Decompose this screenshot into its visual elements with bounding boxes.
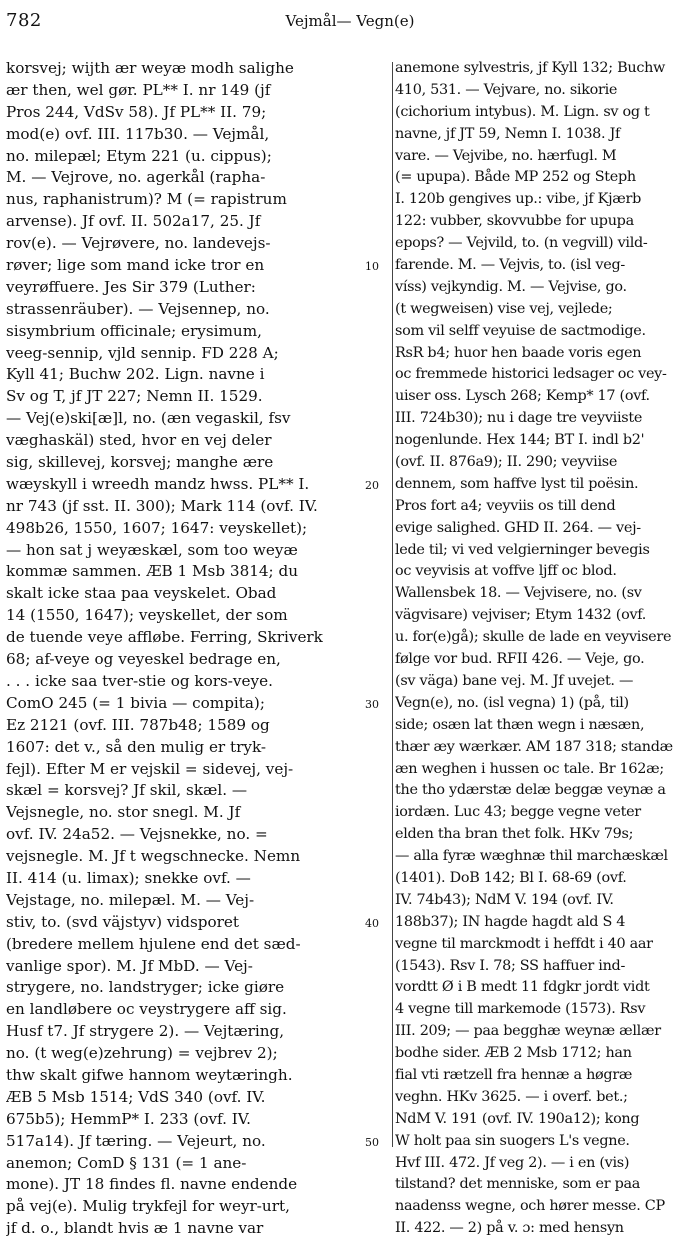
text-line: Ez 2121 (ovf. III. 787b48; 1589 og — [6, 715, 270, 734]
text-line: W holt paa sin suogers L's vegne. — [395, 1132, 630, 1149]
text-line: NdM V. 191 (ovf. IV. 190a12); kong — [395, 1110, 640, 1127]
text-line: ÆB 5 Msb 1514; VdS 340 (ovf. IV. — [6, 1087, 266, 1106]
text-line: skalt icke staa paa veyskelet. Obad — [6, 584, 277, 603]
text-line: 498b26, 1550, 1607; 1647: veyskellet); — [6, 518, 308, 537]
text-line: 517a14). Jf tæring. — Vejeurt, no. — [6, 1131, 266, 1150]
text-line: æn weghen i hussen oc tale. Br 162æ; — [395, 760, 664, 777]
text-line: ær then, wel gør. PL** I. nr 149 (jf — [6, 80, 271, 99]
text-line: 410, 531. — Vejvare, no. sikorie — [395, 81, 618, 98]
text-line: en landløbere oc veystrygere aff sig. — [6, 1000, 287, 1019]
text-line: bodhe sider. ÆB 2 Msb 1712; han — [395, 1045, 632, 1062]
text-line: — hon sat j weyæskæl, som too weyæ — [6, 540, 298, 559]
text-line: (t wegweisen) vise vej, vejlede; — [395, 300, 613, 317]
text-line: wæyskyll i wreedh mandz hwss. PL** I. — [6, 474, 310, 493]
text-line: III. 724b30); nu i dage tre veyviiste — [395, 410, 643, 427]
line-number-marker: 10 — [365, 260, 379, 274]
text-line: de tuende veye affløbe. Ferring, Skriverk — [6, 628, 323, 647]
text-line: thær æy wærkær. AM 187 318; standæ — [395, 738, 673, 755]
text-line: på vej(e). Mulig trykfejl for weyr-urt, — [6, 1197, 290, 1216]
text-line: korsvej; wijth ær weyæ modh salighe — [6, 59, 294, 77]
text-line: navne, jf JT 59, Nemn I. 1038. Jf — [395, 125, 621, 142]
text-line: Pros 244, VdSv 58). Jf PL** II. 79; — [6, 102, 267, 121]
text-line: (1543). Rsv I. 78; SS haffuer ind- — [395, 957, 626, 974]
text-line: dennem, som haffve lyst til poësin. — [395, 475, 639, 492]
text-line: vegne til marckmodt i heffdt i 40 aar — [395, 935, 653, 952]
text-line: mod(e) ovf. III. 117b30. — Vejmål, — [6, 124, 270, 143]
text-line: arvense). Jf ovf. II. 502a17, 25. Jf — [6, 212, 261, 231]
text-line: — Vej(e)ski[æ]l, no. (æn vegaskil, fsv — [6, 409, 291, 428]
text-line: lede til; vi ved velgierninger bevegis — [395, 541, 650, 558]
text-line: som vil selff veyuise de sactmodige. — [395, 322, 646, 339]
text-line: (bredere mellem hjulene end det sæd- — [6, 934, 301, 953]
text-line: strygere, no. landstryger; icke giøre — [6, 978, 285, 997]
text-line: 122: vubber, skovvubbe for upupa — [395, 213, 634, 230]
text-line: uiser oss. Lysch 268; Kemp* 17 (ovf. — [395, 388, 650, 405]
text-line: epops? — Vejvild, to. (n vegvill) vild- — [395, 235, 648, 252]
line-number-marker: 20 — [365, 479, 379, 493]
text-line: Vejsnegle, no. stor snegl. M. Jf — [6, 803, 241, 822]
text-line: (= upupa). Både MP 252 og Steph — [395, 169, 636, 186]
text-line: . . . icke saa tver-stie og kors-veye. — [6, 671, 273, 690]
text-line: sisymbrium officinale; erysimum, — [6, 321, 262, 340]
text-line: Sv og T, jf JT 227; Nemn II. 1529. — [6, 387, 263, 406]
text-line: (cichorium intybus). M. Lign. sv og t — [395, 103, 650, 120]
text-line: 675b5); HemmP* I. 233 (ovf. IV. — [6, 1109, 251, 1128]
text-line: farende. M. — Vejvis, to. (isl veg- — [395, 257, 625, 274]
text-line: Hvf III. 472. Jf veg 2). — i en (vis) — [395, 1154, 630, 1171]
text-line: (sv väga) bane vej. M. Jf uvejet. — — [395, 672, 634, 689]
left-column — [6, 58, 351, 1240]
text-line: RsR b4; huor hen baade voris egen — [395, 344, 642, 361]
text-line: stiv, to. (svd väjstyv) vidsporet — [6, 912, 239, 931]
text-line: vägvisare) vejviser; Etym 1432 (ovf. — [395, 607, 647, 624]
text-line: — alla fyræ wæghnæ thil marchæskæl — [395, 848, 668, 865]
text-line: Vejstage, no. milepæl. M. — Vej- — [6, 890, 255, 909]
text-line: jf d. o., blandt hvis æ 1 navne var — [6, 1219, 264, 1238]
text-line: nogenlunde. Hex 144; BT I. indl b2' — [395, 432, 645, 449]
text-line: Kyll 41; Buchw 202. Lign. navne i — [6, 365, 265, 384]
text-line: følge vor bud. RFII 426. — Veje, go. — [395, 651, 645, 668]
page-number: 782 — [6, 10, 42, 31]
line-number-marker: 50 — [365, 1136, 379, 1150]
text-line: 1607: det v., så den mulig er tryk- — [6, 737, 267, 756]
text-line: vanlige spor). M. Jf MbD. — Vej- — [6, 956, 253, 975]
text-line: u. for(e)gå); skulle de lade en veyvisere — [395, 629, 672, 646]
text-line: no. (t weg(e)zehrung) = vejbrev 2); — [6, 1044, 278, 1063]
text-line: víss) vejkyndig. M. — Vejvise, go. — [395, 278, 627, 295]
text-line: vordtt Ø i B medt 11 fdgkr jordt vidt — [395, 979, 650, 996]
text-line: veyrøffuere. Jes Sir 379 (Luther: — [6, 277, 256, 296]
line-number-marker: 30 — [365, 698, 379, 712]
text-line: no. milepæl; Etym 221 (u. cippus); — [6, 146, 272, 165]
text-line: vejsnegle. M. Jf t wegschnecke. Nemn — [6, 847, 301, 866]
text-line: røver; lige som mand icke tror en — [6, 256, 265, 275]
text-line: II. 422. — 2) på v. ɔ: med hensyn — [395, 1220, 624, 1237]
text-line: IV. 74b43); NdM V. 194 (ovf. IV. — [395, 891, 614, 908]
text-line: oc veyvisis at voffve ljff oc blod. — [395, 563, 617, 580]
text-line: ovf. IV. 24a52. — Vejsnekke, no. = — [6, 825, 268, 844]
text-line: M. — Vejrove, no. agerkål (rapha- — [6, 168, 266, 187]
text-line: kommæ sammen. ÆB 1 Msb 3814; du — [6, 562, 299, 581]
text-line: veghn. HKv 3625. — i overf. bet.; — [395, 1088, 628, 1105]
text-line: skæl = korsvej? Jf skil, skæl. — — [6, 781, 248, 800]
text-line: veeg-sennip, vjld sennip. FD 228 A; — [6, 343, 279, 362]
text-line: Husf t7. Jf strygere 2). — Vejtæring, — [6, 1022, 285, 1041]
text-line: elden tha bran thet folk. HKv 79s; — [395, 826, 634, 843]
text-line: 68; af-veye og veyeskel bedrage en, — [6, 650, 281, 669]
text-line: ComO 245 (= 1 bivia — compita); — [6, 693, 265, 712]
running-head: Vejmål— Vegn(e) — [285, 12, 415, 30]
text-line: I. 120b gengives up.: vibe, jf Kjærb — [395, 191, 641, 208]
text-line: strassenräuber). — Vejsennep, no. — [6, 299, 270, 318]
text-line: 4 vegne till markemode (1573). Rsv — [395, 1001, 646, 1018]
right-column — [395, 58, 697, 1240]
column-divider — [392, 62, 393, 1147]
text-line: 14 (1550, 1647); veyskellet, der som — [6, 606, 288, 625]
page-header — [0, 0, 700, 50]
text-line: II. 414 (u. limax); snekke ovf. — — [6, 868, 251, 887]
text-line: tilstand? det menniske, som er paa — [395, 1176, 641, 1193]
text-line: vare. — Vejvibe, no. hærfugl. M — [395, 147, 617, 164]
text-line: fial vti rætzell fra hennæ a høgræ — [395, 1066, 633, 1083]
text-line: iordæn. Luc 43; begge vegne veter — [395, 804, 641, 821]
text-line: anemone sylvestris, jf Kyll 132; Buchw — [395, 60, 666, 76]
text-line: thw skalt gifwe hannom weytæringh. — [6, 1065, 293, 1084]
text-line: side; osæn lat thæn wegn i næsæn, — [395, 716, 645, 733]
text-line: anemon; ComD § 131 (= 1 ane- — [6, 1153, 247, 1172]
line-number-marker: 40 — [365, 917, 379, 931]
text-line: væghaskäl) sted, hvor en vej deler — [6, 431, 272, 450]
text-line: III. 209; — paa begghæ weynæ ællær — [395, 1023, 661, 1040]
text-line: evige salighed. GHD II. 264. — vej- — [395, 519, 641, 536]
text-line: fejl). Efter M er vejskil = sidevej, vej- — [6, 759, 294, 778]
text-line: oc fremmede historici ledsager oc vey- — [395, 366, 667, 383]
text-line: Pros fort a4; veyviis os till dend — [395, 497, 616, 514]
text-line: Wallensbek 18. — Vejvisere, no. (sv — [395, 585, 642, 602]
text-line: nr 743 (jf sst. II. 300); Mark 114 (ovf. IV. — [6, 496, 318, 515]
text-line: (ovf. II. 876a9); II. 290; veyviise — [395, 454, 618, 471]
text-line: 188b37); IN hagde hagdt ald S 4 — [395, 913, 626, 930]
text-line: naadenss wegne, och hører messe. CP — [395, 1198, 665, 1215]
text-line: the tho ydærstæ delæ beggæ veynæ a — [395, 782, 666, 799]
text-line: (1401). DoB 142; Bl I. 68-69 (ovf. — [395, 869, 627, 886]
text-line: sig, skillevej, korsvej; manghe ære — [6, 453, 274, 472]
text-line: nus, raphanistrum)? M (= rapistrum — [6, 190, 287, 209]
text-line: mone). JT 18 findes fl. navne endende — [6, 1175, 298, 1194]
text-line: Vegn(e), no. (isl vegna) 1) (på, til) — [395, 694, 629, 711]
text-line: rov(e). — Vejrøvere, no. landevejs- — [6, 234, 271, 253]
